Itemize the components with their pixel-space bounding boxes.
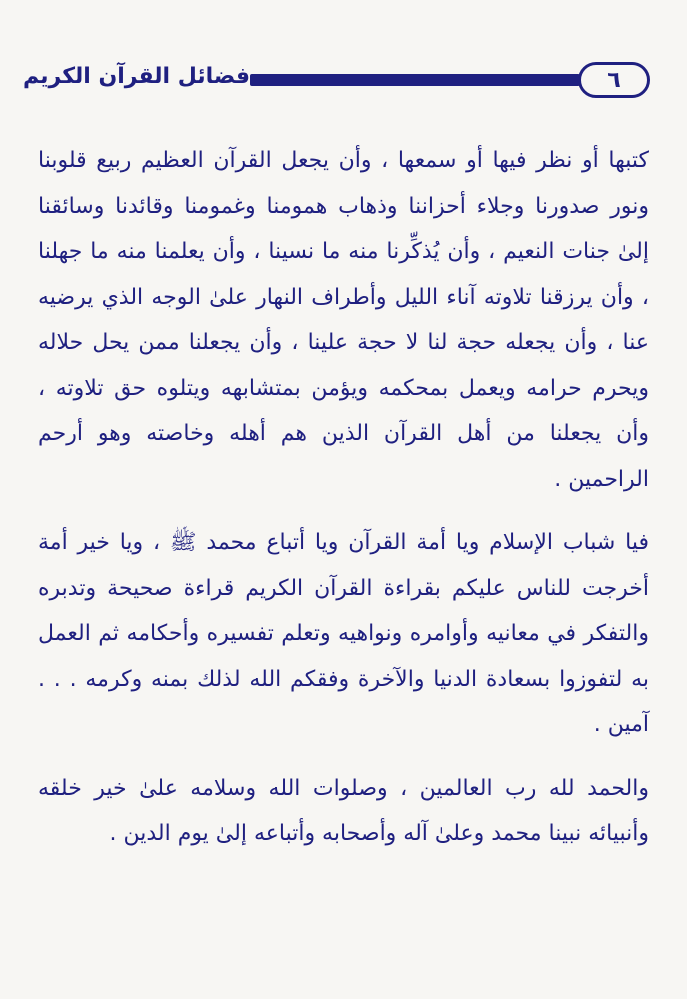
paragraph-3: والحمد لله رب العالمين ، وصلوات الله وسلامه علىٰ خير خلقه وأنبيائه نبينا محمد وعلىٰ آله وأصحابه وأتباعه إلىٰ يوم الدين . (38, 775, 649, 846)
paragraph-2: فيا شباب الإسلام ويا أمة القرآن ويا أتباع محمد ﷺ ، ويا خير أمة أخرجت للناس عليكم بقراءة القرآن الكريم قراءة صحيحة وتدبره والتفكر في معانيه وأوامره ونواهيه وتعلم تفسيره وأحكامه ثم العمل به لتفوزوا بسعادة الدنيا والآخرة وفقكم الله لذلك بمنه وكرمه . . . آمين . (38, 530, 649, 737)
header-rule (250, 74, 580, 86)
paragraph-1: كتبها أو نظر فيها أو سمعها ، وأن يجعل القرآن العظيم ربيع قلوبنا ونور صدورنا وجلاء أحزاننا وذهاب همومنا وغمومنا وقائدنا وسائقنا إلىٰ جنات النعيم ، وأن يُذكِّرنا منه ما نسينا ، وأن يعلمنا منه ما جهلنا ، وأن يرزقنا تلاوته آناء الليل وأطراف النهار علىٰ الوجه الذي يرضيه عنا ، وأن يجعله حجة لنا لا حجة علينا ، وأن يجعلنا ممن يحل حلاله ويحرم حرامه ويعمل بمحكمه ويؤمن بمتشابهه ويتلوه حق تلاوته ، وأن يجعلنا من أهل القرآن الذين هم أهله وخاصته وهو أرحم الراحمين . (38, 148, 649, 492)
page-body (38, 138, 649, 857)
page-header (23, 58, 650, 106)
running-title: فضائل القرآن الكريم (23, 64, 250, 89)
page-number: ٦ (578, 62, 650, 98)
